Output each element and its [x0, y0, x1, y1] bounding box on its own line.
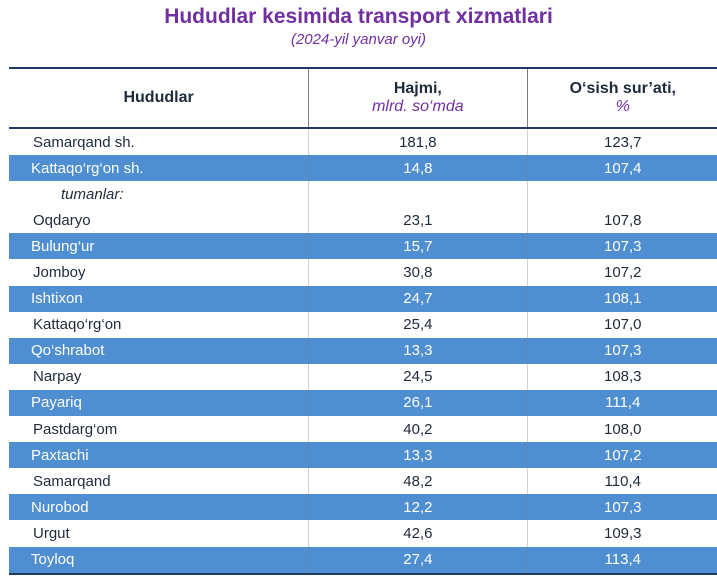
volume-value: 23,1: [308, 207, 526, 233]
header-growth: [527, 69, 717, 127]
table-header: [9, 69, 717, 129]
volume-value: 30,8: [308, 259, 526, 285]
growth-value: 107,2: [527, 259, 717, 285]
volume-value: 48,2: [308, 468, 526, 494]
growth-value: 107,3: [527, 338, 717, 364]
volume-value: 26,1: [308, 390, 526, 416]
page-subtitle: (2024-yil yanvar oyi): [290, 31, 427, 48]
region-name: Kattaqo‘rg‘on: [33, 316, 122, 334]
growth-value: 108,1: [527, 286, 717, 312]
growth-value: 123,7: [527, 129, 717, 155]
volume-value: 181,8: [308, 129, 526, 155]
volume-value: 12,2: [308, 494, 526, 520]
region-name: Narpay: [33, 368, 82, 386]
header-volume-label: Hajmi,: [393, 80, 442, 97]
table-row: [9, 233, 717, 259]
table-row: [9, 547, 717, 573]
volume-value: 24,5: [308, 364, 526, 390]
growth-value: 107,0: [527, 312, 717, 338]
region-name: Toyloq: [31, 551, 75, 569]
growth-value: 108,0: [527, 416, 717, 442]
volume-value: [308, 181, 526, 207]
volume-value: 13,3: [308, 338, 526, 364]
volume-value: 14,8: [308, 155, 526, 181]
region-name: Pastdarg‘om: [33, 420, 118, 438]
growth-value: 107,2: [527, 442, 717, 468]
header-regions: [9, 69, 308, 127]
region-name: Samarqand sh.: [33, 133, 135, 151]
table-row: [9, 259, 717, 285]
subheading-districts: tumanlar:: [61, 185, 124, 203]
volume-value: 24,7: [308, 286, 526, 312]
region-name: Samarqand: [33, 472, 111, 490]
growth-value: 108,3: [527, 364, 717, 390]
table-row: [9, 416, 717, 442]
volume-value: 25,4: [308, 312, 526, 338]
table-row: [9, 312, 717, 338]
table-row: [9, 520, 717, 546]
growth-value: 113,4: [527, 547, 717, 573]
growth-value: 111,4: [527, 390, 717, 416]
table-row-subheading: [9, 181, 717, 207]
region-name: Payariq: [31, 394, 82, 412]
growth-value: 110,4: [527, 468, 717, 494]
header-regions-label: Hududlar: [123, 89, 194, 106]
region-name: Urgut: [33, 524, 70, 542]
volume-value: 13,3: [308, 442, 526, 468]
table-row: [9, 207, 717, 233]
growth-value: 107,4: [527, 155, 717, 181]
table-row: [9, 129, 717, 155]
region-name: Qo‘shrabot: [31, 342, 105, 360]
page-title: Hududlar kesimida transport xizmatlari: [164, 5, 553, 28]
growth-value: [527, 181, 717, 207]
region-name: Paxtachi: [31, 446, 89, 464]
header-volume-unit: mlrd. so‘mda: [372, 98, 464, 115]
region-name: Ishtixon: [31, 290, 83, 308]
table-row: [9, 338, 717, 364]
region-name: Bulung‘ur: [31, 237, 95, 255]
header-growth-label: O‘sish sur’ati,: [569, 80, 676, 97]
table-row: [9, 442, 717, 468]
volume-value: 42,6: [308, 520, 526, 546]
table-row: [9, 155, 717, 181]
table-row: [9, 494, 717, 520]
growth-value: 107,3: [527, 494, 717, 520]
region-name: Oqdaryo: [33, 211, 91, 229]
table-row: [9, 468, 717, 494]
growth-value: 109,3: [527, 520, 717, 546]
transport-table: [9, 67, 717, 575]
header-growth-unit: %: [615, 98, 630, 115]
growth-value: 107,8: [527, 207, 717, 233]
volume-value: 15,7: [308, 233, 526, 259]
region-name: Nurobod: [31, 498, 89, 516]
table-row: [9, 364, 717, 390]
region-name: Kattaqo‘rg‘on sh.: [31, 159, 144, 177]
header-volume: [308, 69, 526, 127]
table-row: [9, 390, 717, 416]
growth-value: 107,3: [527, 233, 717, 259]
volume-value: 27,4: [308, 547, 526, 573]
volume-value: 40,2: [308, 416, 526, 442]
region-name: Jomboy: [33, 264, 86, 282]
table-row: [9, 286, 717, 312]
